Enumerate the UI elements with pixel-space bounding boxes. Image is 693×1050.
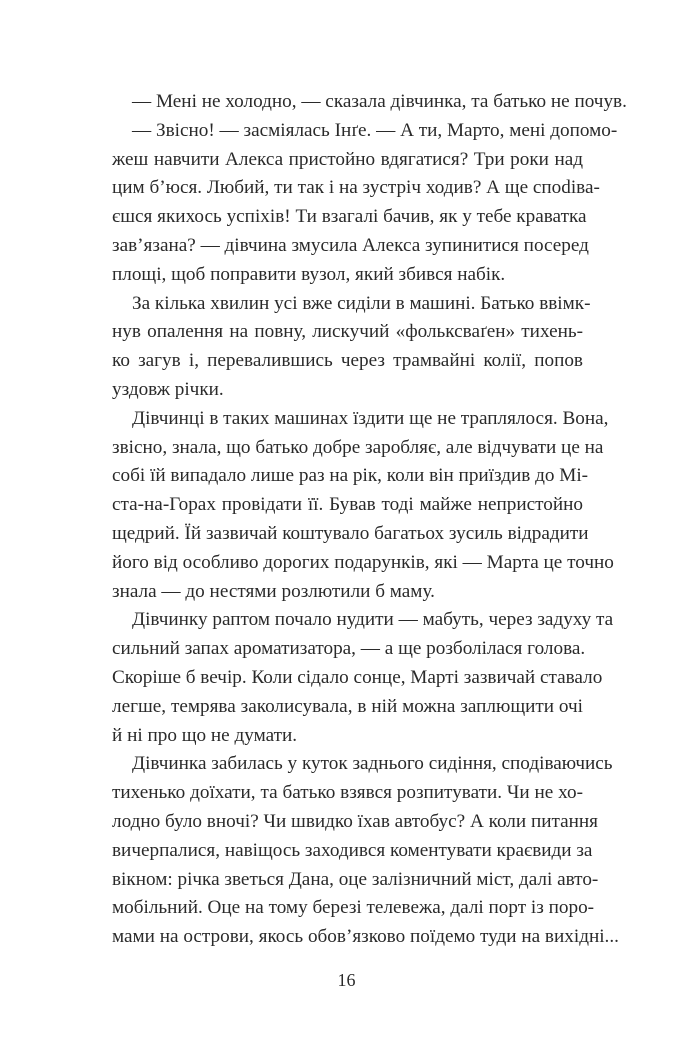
text-line: Скоріше б вечір. Коли сідало сонце, Марті зазвичай ставало xyxy=(112,666,603,688)
text-line: мобільний. Оце на тому березі телевежа, далі порт із поро- xyxy=(112,897,595,919)
text-line: уздовж річки. xyxy=(112,378,224,400)
text-line: знала — до нестями розлютили б маму. xyxy=(112,580,435,602)
text-line: нув опалення на повну, лискучий «фольксваґен» тихень- xyxy=(112,321,583,343)
text-line: лодно було вночі? Чи швидко їхав автобус? А коли питання xyxy=(112,810,598,832)
page-number: 16 xyxy=(337,970,356,990)
text-line: вичерпалися, навіщось заходився коментувати краєвиди за xyxy=(112,839,593,861)
text-line: вікном: річка зветься Дана, оце залізничний міст, далі авто- xyxy=(112,868,599,890)
text-line: ста-на-Горах провідати її. Бував тоді майже непристойно xyxy=(112,494,583,516)
text-line: Дівчинку раптом почало нудити — мабуть, через задуху та xyxy=(132,609,614,631)
text-line: єшся якихось успіхів! Ти взагалі бачив, як у тебе краватка xyxy=(112,206,587,228)
text-line: — Мені не холодно, — сказала дівчинка, та батько не почув. xyxy=(132,91,627,112)
text-line: жеш навчити Алекса пристойно вдягатися? Три роки над xyxy=(112,148,583,170)
text-line: щедрий. Їй зазвичай коштувало багатьох зусиль відрадити xyxy=(112,522,589,544)
text-line: — Звісно! — засміялась Інґе. — А ти, Марто, мені допомо- xyxy=(132,119,618,141)
text-line: площі, щоб поправити вузол, який збився набік. xyxy=(112,263,506,285)
page-body-text xyxy=(112,88,627,952)
text-line: й ні про що не думати. xyxy=(112,724,298,746)
text-line: звісно, знала, що батько добре заробляє, але відчувати це на xyxy=(112,436,604,458)
text-line: За кілька хвилин усі вже сиділи в машині. Батько ввімк- xyxy=(132,292,591,314)
text-line: мами на острови, якось обов’язково поїдемо туди на вихідні... xyxy=(112,926,619,948)
text-line: собі їй випадало лише раз на рік, коли він приїздив до Мі- xyxy=(112,465,589,487)
text-line: ко загув і, перевалившись через трамвайні колії, попов xyxy=(112,350,583,372)
text-line: тихенько доїхати, та батько взявся розпитувати. Чи не хо- xyxy=(112,782,583,804)
text-line: легше, темрява заколисувала, в ній можна заплющити очі xyxy=(112,695,583,717)
text-line: його від особливо дорогих подарунків, які — Марта це точно xyxy=(112,551,614,573)
text-line: цим б’юся. Любий, ти так і на зустріч ходив? А ще спodіва- xyxy=(112,177,600,199)
text-line: зав’язана? — дівчина змусила Алекса зупинитися посеред xyxy=(112,234,589,256)
text-line: Дівчинці в таких машинах їздити ще не траплялося. Вона, xyxy=(132,407,609,429)
text-line: сильний запах ароматизатора, — а ще розболілася голова. xyxy=(112,638,586,660)
text-line: Дівчинка забилась у куток заднього сидіння, сподіваючись xyxy=(132,753,613,775)
